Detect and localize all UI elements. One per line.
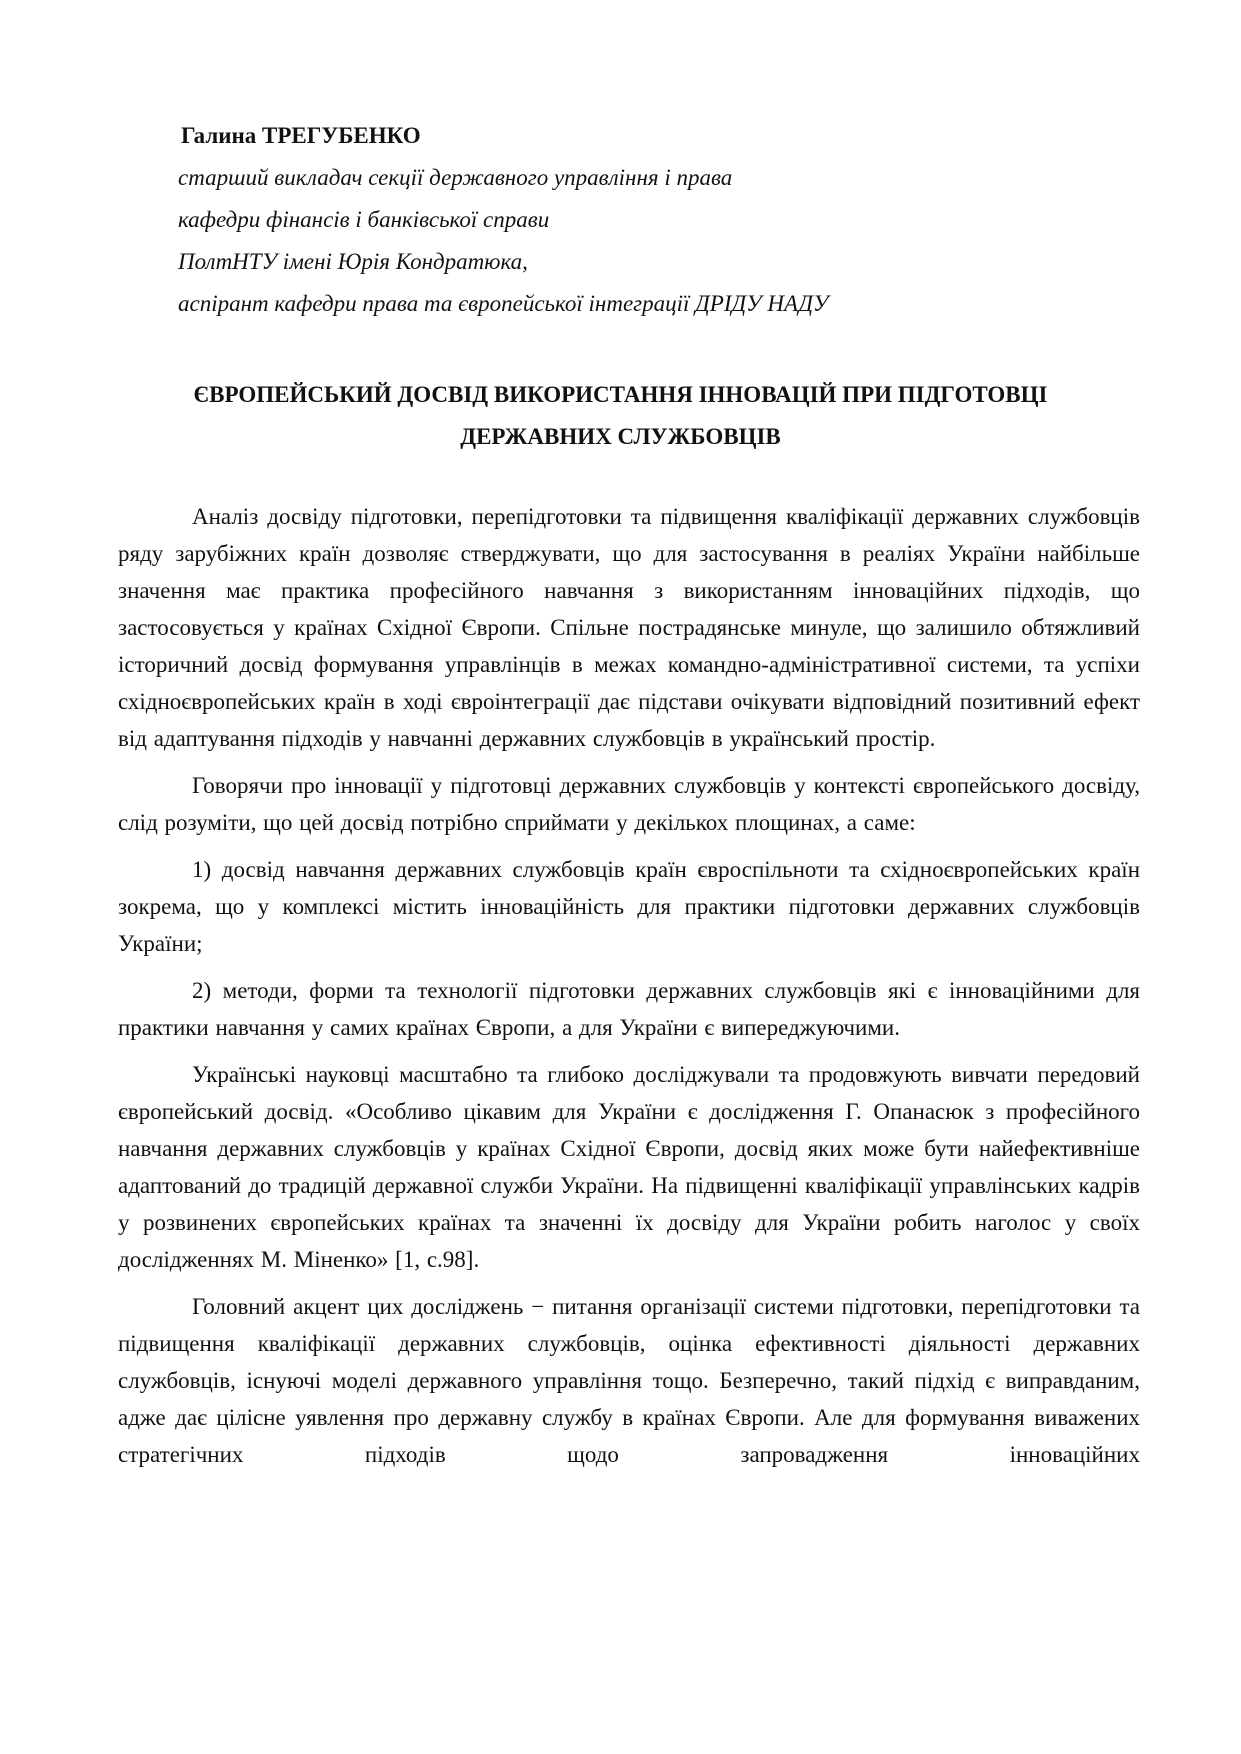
author-position: старший викладач секції державного управління і права <box>178 165 733 190</box>
body-paragraph: Головний акцент цих досліджень − питання організації системи підготовки, перепідготовки та підвищення кваліфікації державних службовців, оцінка ефективності діяльності державних службовців, існуючі моделі державного управління тощо. Безперечно, такий підхід є виправданим, адже дає цілісне уявлення про державну службу в країнах Європи. Але для формування виважених стратегічних підходів щодо запровадження інноваційних <box>118 1294 1140 1467</box>
author-block <box>178 115 828 325</box>
author-department: кафедри фінансів і банківської справи <box>178 207 550 232</box>
body-paragraph: Українські науковці масштабно та глибоко досліджували та продовжують вивчати передовий європейський досвід. «Особливо цікавим для України є дослідження Г. Опанасюк з професійного навчання державних службовців у країнах Східної Європи, досвід яких може бути найефективніше адаптований до традицій державної служби України. На підвищенні кваліфікації управлінських кадрів у розвинених європейських країнах та значенні їх досвіду для України робить наголос у своїх дослідженнях М. Міненко» [1, с.98]. <box>118 1062 1140 1272</box>
author-phd-affiliation: аспірант кафедри права та європейської інтеграції ДРІДУ НАДУ <box>178 291 829 316</box>
article-title-line-1: ЄВРОПЕЙСЬКИЙ ДОСВІД ВИКОРИСТАННЯ ІННОВАЦІЙ ПРИ ПІДГОТОВЦІ <box>193 382 1048 407</box>
article-body <box>118 498 1140 1483</box>
article-title-line-2: ДЕРЖАВНИХ СЛУЖБОВЦІВ <box>460 424 781 449</box>
body-paragraph: Аналіз досвіду підготовки, перепідготовки та підвищення кваліфікації державних службовців ряду зарубіжних країн дозволяє стверджувати, що для застосування в реаліях України найбільше значення має практика професійного навчання з використанням інноваційних підходів, що застосовується у країнах Східної Європи. Спільне пострадянське минуле, що залишило обтяжливий історичний досвід формування управлінців в межах командно-адміністративної системи, та успіхи східноєвропейських країн в ході євроінтеграції дає підстави очікувати відповідний позитивний ефект від адаптування підходів у навчанні державних службовців в український простір. <box>118 504 1140 751</box>
body-paragraph: 2) методи, форми та технології підготовки державних службовців які є інноваційними для практики навчання у самих країнах Європи, а для України є випереджуючими. <box>118 978 1140 1040</box>
body-paragraph: Говорячи про інновації у підготовці державних службовців у контексті європейського досвіду, слід розуміти, що цей досвід потрібно сприймати у декількох площинах, а саме: <box>118 773 1140 835</box>
body-paragraph: 1) досвід навчання державних службовців країн євроспільноти та східноєвропейських країн зокрема, що у комплексі містить інноваційність для практики підготовки державних службовців України; <box>118 857 1140 956</box>
author-university: ПолтНТУ імені Юрія Кондратюка, <box>178 249 528 274</box>
article-title <box>118 374 1123 458</box>
author-name: Галина ТРЕГУБЕНКО <box>181 123 421 148</box>
